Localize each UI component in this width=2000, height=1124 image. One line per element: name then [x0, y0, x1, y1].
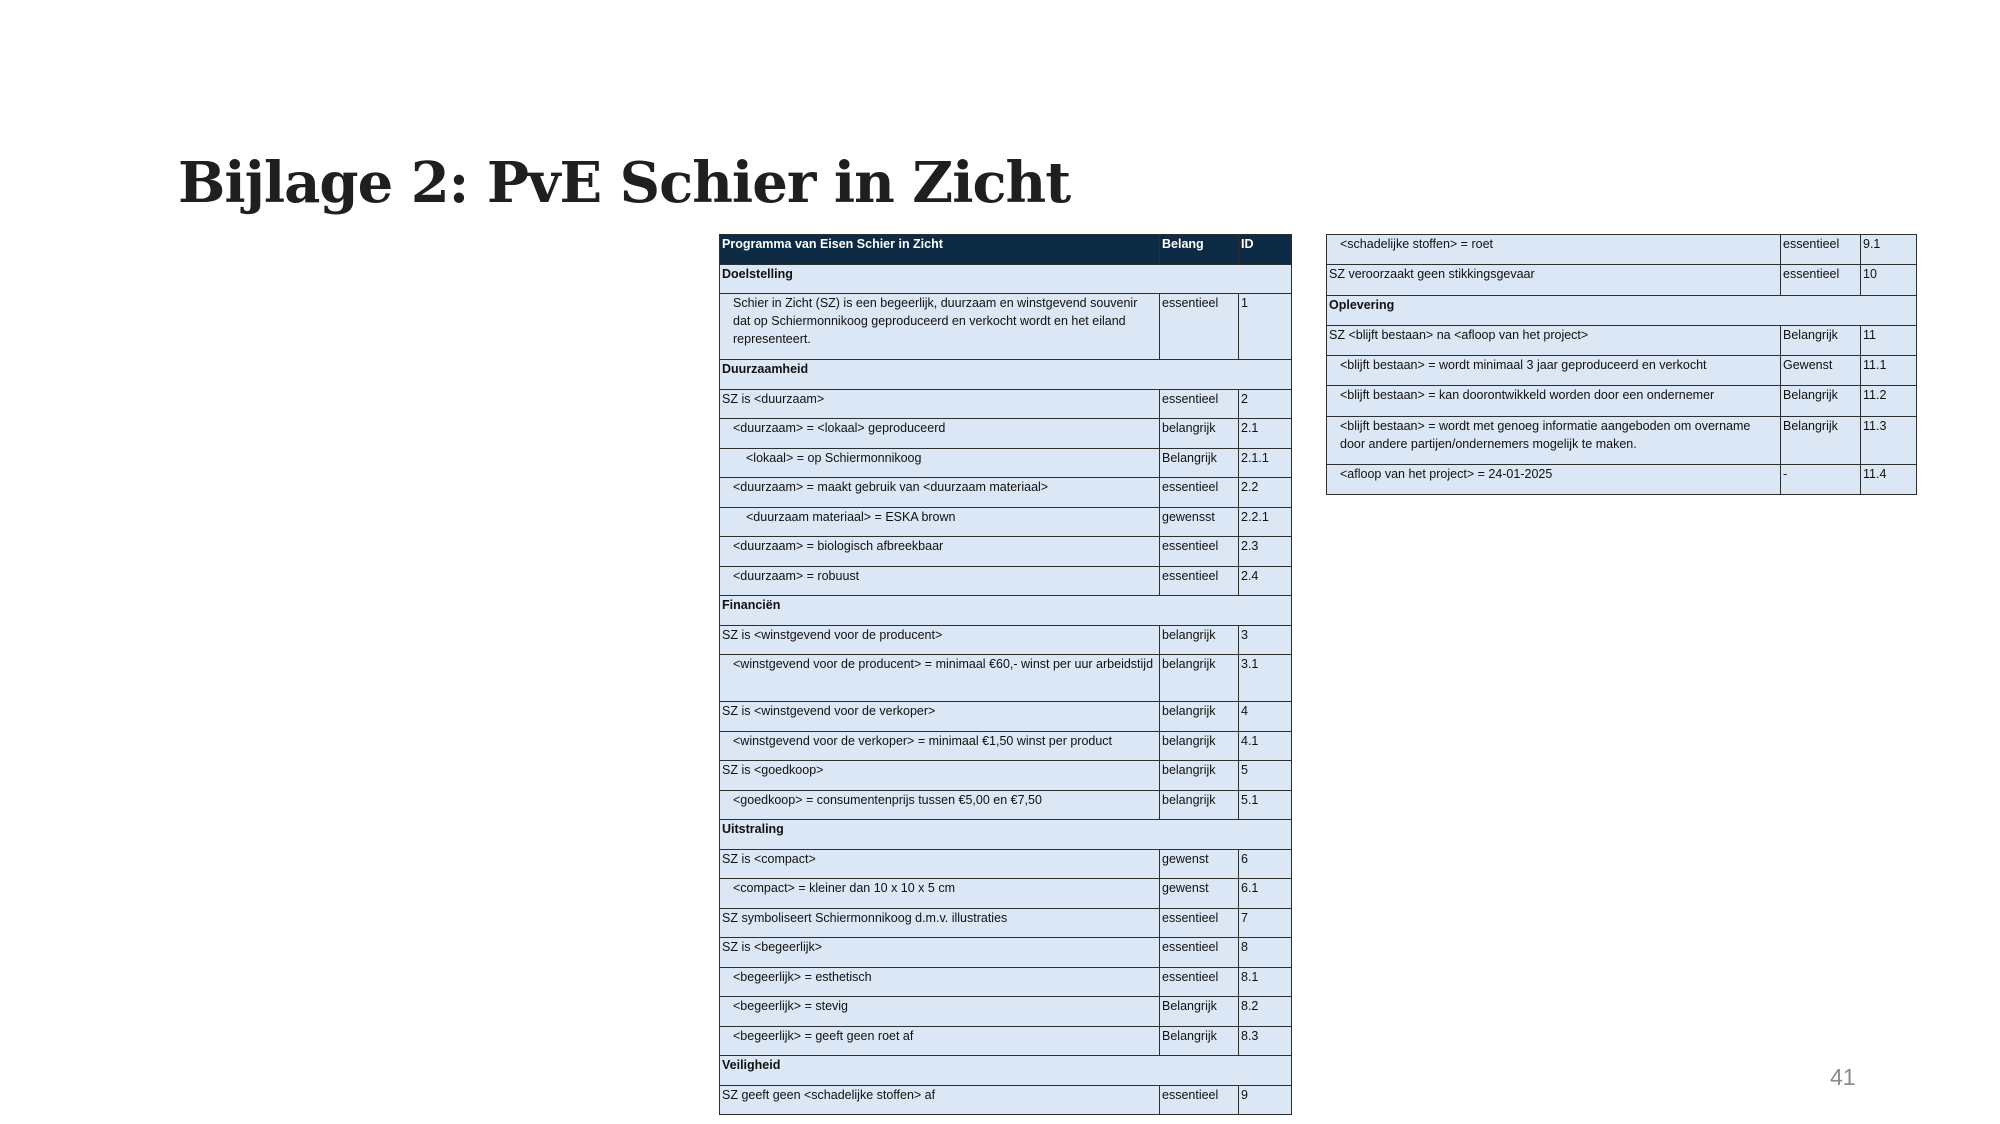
section-row: [720, 1056, 1292, 1086]
id-cell: 4: [1239, 702, 1292, 732]
table-row: [720, 625, 1292, 655]
table-row: [1327, 464, 1917, 494]
requirement-cell: SZ geeft geen <schadelijke stoffen> af: [720, 1085, 1160, 1115]
requirement-cell: <begeerlijk> = esthetisch: [720, 967, 1160, 997]
belang-cell: belangrijk: [1160, 702, 1239, 732]
belang-cell: essentieel: [1160, 967, 1239, 997]
table-row: [720, 655, 1292, 702]
table-row: [720, 790, 1292, 820]
table-row: [720, 419, 1292, 449]
section-row: [1327, 295, 1917, 325]
table-row: [720, 448, 1292, 478]
table-row: [720, 294, 1292, 360]
header-requirement: Programma van Eisen Schier in Zicht: [720, 235, 1160, 265]
table-row: [720, 478, 1292, 508]
id-cell: 1: [1239, 294, 1292, 360]
requirement-cell: <duurzaam> = maakt gebruik van <duurzaam materiaal>: [720, 478, 1160, 508]
requirement-cell: <blijft bestaan> = wordt minimaal 3 jaar geproduceerd en verkocht: [1327, 356, 1781, 386]
slide-title: Bijlage 2: PvE Schier in Zicht: [178, 150, 1071, 216]
id-cell: 5: [1239, 761, 1292, 791]
requirement-cell: <duurzaam> = robuust: [720, 566, 1160, 596]
requirement-cell: <goedkoop> = consumentenprijs tussen €5,00 en €7,50: [720, 790, 1160, 820]
requirement-cell: <afloop van het project> = 24-01-2025: [1327, 464, 1781, 494]
table-row: [720, 761, 1292, 791]
belang-cell: Belangrijk: [1781, 386, 1861, 416]
id-cell: 11.3: [1861, 416, 1917, 464]
section-heading: Duurzaamheid: [720, 360, 1292, 390]
belang-cell: gewenst: [1160, 849, 1239, 879]
belang-cell: -: [1781, 464, 1861, 494]
id-cell: 9.1: [1861, 235, 1917, 265]
id-cell: 2.2: [1239, 478, 1292, 508]
id-cell: 2.1: [1239, 419, 1292, 449]
belang-cell: essentieel: [1160, 294, 1239, 360]
id-cell: 7: [1239, 908, 1292, 938]
requirement-cell: <lokaal> = op Schiermonnikoog: [720, 448, 1160, 478]
id-cell: 6.1: [1239, 879, 1292, 909]
belang-cell: essentieel: [1160, 537, 1239, 567]
id-cell: 8.2: [1239, 997, 1292, 1027]
belang-cell: belangrijk: [1160, 655, 1239, 702]
id-cell: 11.4: [1861, 464, 1917, 494]
id-cell: 6: [1239, 849, 1292, 879]
requirement-cell: <duurzaam> = biologisch afbreekbaar: [720, 537, 1160, 567]
table-row: [1327, 235, 1917, 265]
belang-cell: Belangrijk: [1781, 416, 1861, 464]
requirement-cell: Schier in Zicht (SZ) is een begeerlijk, duurzaam en winstgevend souvenir dat op Schiermonnikoog geproduceerd en verkocht wordt en het eiland representeert.: [720, 294, 1160, 360]
section-heading: Doelstelling: [720, 264, 1292, 294]
requirement-cell: <blijft bestaan> = kan doorontwikkeld worden door een ondernemer: [1327, 386, 1781, 416]
belang-cell: Gewenst: [1781, 356, 1861, 386]
requirement-cell: <blijft bestaan> = wordt met genoeg informatie aangeboden om overname door andere partijen/ondernemers mogelijk te maken.: [1327, 416, 1781, 464]
belang-cell: essentieel: [1160, 566, 1239, 596]
section-heading: Oplevering: [1327, 295, 1917, 325]
table-row: [720, 967, 1292, 997]
section-row: [720, 820, 1292, 850]
section-heading: Veiligheid: [720, 1056, 1292, 1086]
table-row: [720, 938, 1292, 968]
table-header-row: [720, 235, 1292, 265]
table-row: [1327, 325, 1917, 355]
requirement-cell: SZ symboliseert Schiermonnikoog d.m.v. illustraties: [720, 908, 1160, 938]
id-cell: 10: [1861, 265, 1917, 295]
belang-cell: Belangrijk: [1781, 325, 1861, 355]
section-heading: Uitstraling: [720, 820, 1292, 850]
header-id: ID: [1239, 235, 1292, 265]
requirement-cell: SZ is <compact>: [720, 849, 1160, 879]
table-row: [720, 566, 1292, 596]
requirement-cell: <schadelijke stoffen> = roet: [1327, 235, 1781, 265]
belang-cell: gewenst: [1160, 879, 1239, 909]
requirement-cell: SZ veroorzaakt geen stikkingsgevaar: [1327, 265, 1781, 295]
belang-cell: Belangrijk: [1160, 448, 1239, 478]
id-cell: 8.3: [1239, 1026, 1292, 1056]
section-row: [720, 264, 1292, 294]
id-cell: 8: [1239, 938, 1292, 968]
id-cell: 5.1: [1239, 790, 1292, 820]
requirements-table-right: [1326, 234, 1917, 495]
belang-cell: gewensst: [1160, 507, 1239, 537]
belang-cell: essentieel: [1160, 1085, 1239, 1115]
requirement-cell: <begeerlijk> = geeft geen roet af: [720, 1026, 1160, 1056]
table-row: [720, 702, 1292, 732]
id-cell: 2: [1239, 389, 1292, 419]
table-row: [720, 879, 1292, 909]
requirements-table-left: [719, 234, 1292, 1115]
belang-cell: belangrijk: [1160, 625, 1239, 655]
belang-cell: essentieel: [1160, 938, 1239, 968]
belang-cell: essentieel: [1160, 478, 1239, 508]
id-cell: 4.1: [1239, 731, 1292, 761]
requirement-cell: <winstgevend voor de producent> = minimaal €60,- winst per uur arbeidstijd: [720, 655, 1160, 702]
id-cell: 9: [1239, 1085, 1292, 1115]
belang-cell: belangrijk: [1160, 731, 1239, 761]
table-row: [720, 908, 1292, 938]
belang-cell: essentieel: [1781, 265, 1861, 295]
belang-cell: Belangrijk: [1160, 997, 1239, 1027]
table-row: [720, 731, 1292, 761]
id-cell: 2.2.1: [1239, 507, 1292, 537]
id-cell: 11: [1861, 325, 1917, 355]
requirement-cell: SZ is <goedkoop>: [720, 761, 1160, 791]
requirement-cell: <duurzaam> = <lokaal> geproduceerd: [720, 419, 1160, 449]
table-row: [720, 1085, 1292, 1115]
id-cell: 2.4: [1239, 566, 1292, 596]
table-row: [720, 507, 1292, 537]
id-cell: 2.1.1: [1239, 448, 1292, 478]
id-cell: 2.3: [1239, 537, 1292, 567]
section-row: [720, 596, 1292, 626]
requirement-cell: SZ is <winstgevend voor de producent>: [720, 625, 1160, 655]
requirement-cell: SZ is <begeerlijk>: [720, 938, 1160, 968]
id-cell: 8.1: [1239, 967, 1292, 997]
belang-cell: belangrijk: [1160, 790, 1239, 820]
id-cell: 11.1: [1861, 356, 1917, 386]
table-row: [720, 1026, 1292, 1056]
table-row: [1327, 416, 1917, 464]
belang-cell: essentieel: [1781, 235, 1861, 265]
table-row: [720, 997, 1292, 1027]
page-number: 41: [1830, 1064, 1856, 1090]
requirement-cell: SZ is <winstgevend voor de verkoper>: [720, 702, 1160, 732]
table-row: [720, 537, 1292, 567]
belang-cell: essentieel: [1160, 908, 1239, 938]
table-row: [1327, 386, 1917, 416]
belang-cell: belangrijk: [1160, 419, 1239, 449]
id-cell: 3.1: [1239, 655, 1292, 702]
requirement-cell: <winstgevend voor de verkoper> = minimaal €1,50 winst per product: [720, 731, 1160, 761]
requirement-cell: <compact> = kleiner dan 10 x 10 x 5 cm: [720, 879, 1160, 909]
table-row: [720, 389, 1292, 419]
section-heading: Financiën: [720, 596, 1292, 626]
requirement-cell: <duurzaam materiaal> = ESKA brown: [720, 507, 1160, 537]
belang-cell: belangrijk: [1160, 761, 1239, 791]
header-belang: Belang: [1160, 235, 1239, 265]
requirement-cell: SZ is <duurzaam>: [720, 389, 1160, 419]
table-row: [1327, 356, 1917, 386]
section-row: [720, 360, 1292, 390]
belang-cell: essentieel: [1160, 389, 1239, 419]
id-cell: 11.2: [1861, 386, 1917, 416]
belang-cell: Belangrijk: [1160, 1026, 1239, 1056]
requirement-cell: <begeerlijk> = stevig: [720, 997, 1160, 1027]
table-row: [1327, 265, 1917, 295]
requirement-cell: SZ <blijft bestaan> na <afloop van het project>: [1327, 325, 1781, 355]
table-row: [720, 849, 1292, 879]
id-cell: 3: [1239, 625, 1292, 655]
